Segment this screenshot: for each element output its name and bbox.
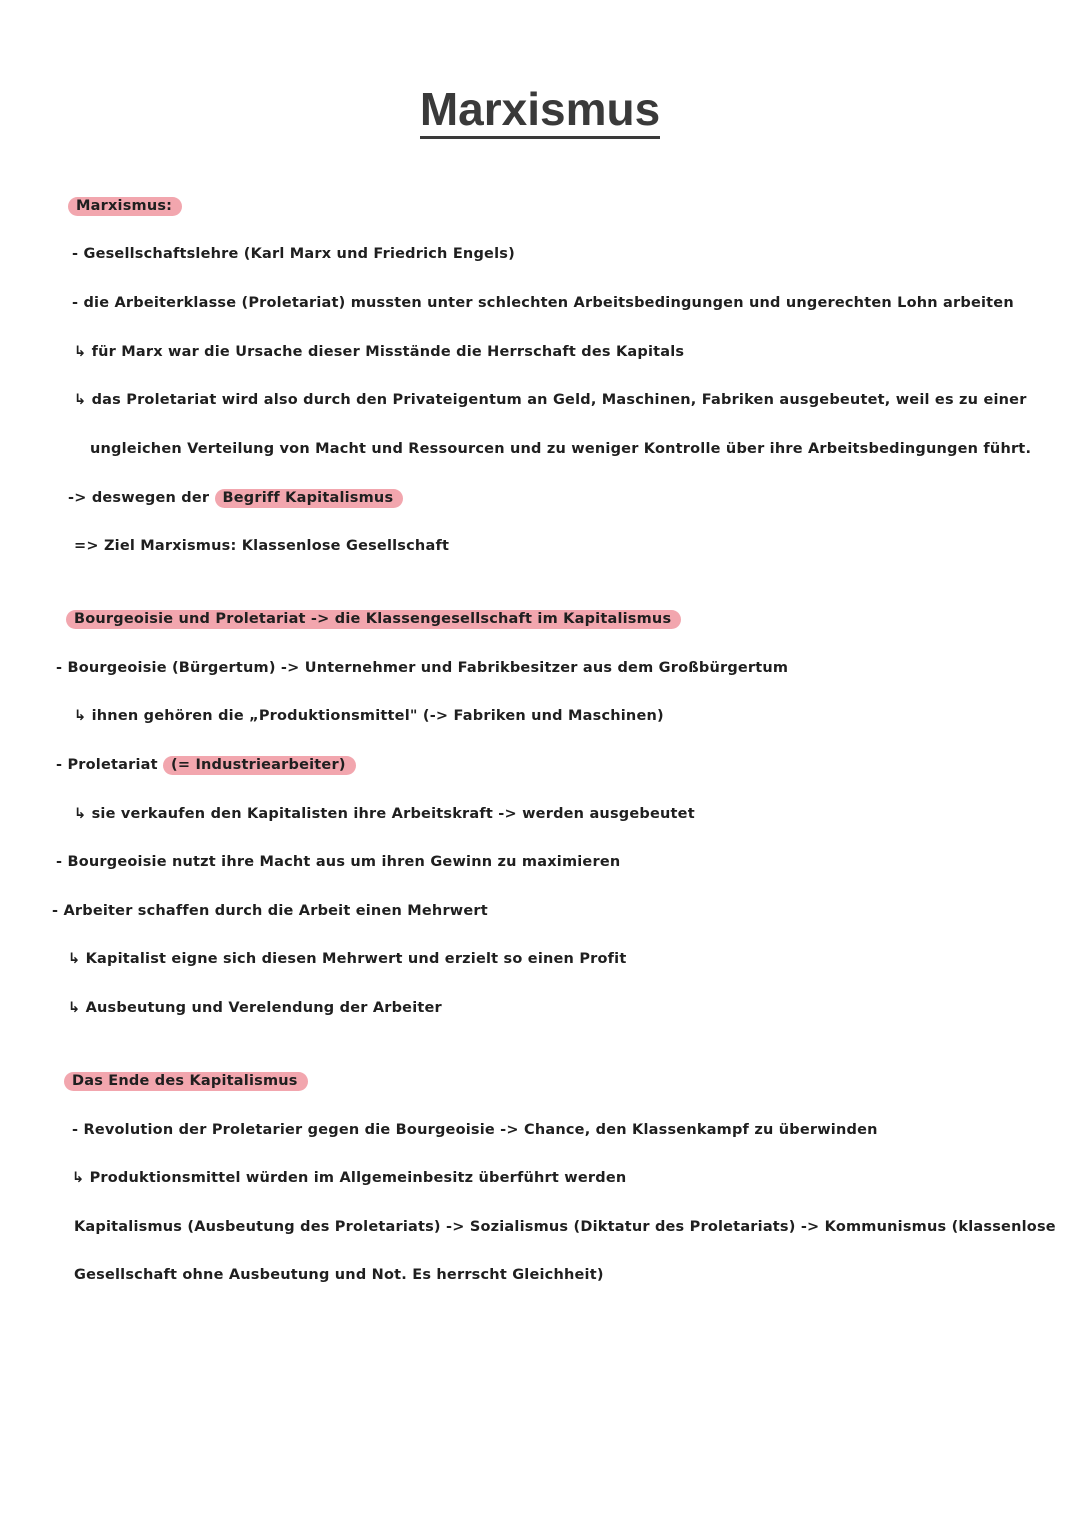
- note-bourgeoisie: - Bourgeoisie (Bürgertum) -> Unternehmer und Fabrikbesitzer aus dem Großbürgertum: [56, 660, 789, 676]
- note-begriff-kapitalismus: -> deswegen der Begriff Kapitalismus: [68, 488, 403, 508]
- note-privateigentum: ↳ das Proletariat wird also durch den Privateigentum an Geld, Maschinen, Fabriken ausgebeutet, weil es zu einer: [74, 392, 1027, 408]
- note-arbeitskraft: ↳ sie verkaufen den Kapitalisten ihre Arbeitskraft -> werden ausgebeutet: [74, 806, 695, 822]
- note-gesellschaftslehre: - Gesellschaftslehre (Karl Marx und Friedrich Engels): [72, 246, 515, 262]
- note-profit: ↳ Kapitalist eigne sich diesen Mehrwert und erzielt so einen Profit: [68, 951, 627, 967]
- note-verteilung: ungleichen Verteilung von Macht und Ressourcen und zu weniger Kontrolle über ihre Arbeitsbedingungen führt.: [90, 441, 1032, 457]
- note-stufen-1: Kapitalismus (Ausbeutung des Proletariats) -> Sozialismus (Diktatur des Proletariats) -> Kommunismus (klassenlose: [74, 1219, 1056, 1235]
- note-verelendung: ↳ Ausbeutung und Verelendung der Arbeiter: [68, 1000, 442, 1016]
- note-allgemeinbesitz: ↳ Produktionsmittel würden im Allgemeinbesitz überführt werden: [72, 1170, 627, 1186]
- note-ursache: ↳ für Marx war die Ursache dieser Misstände die Herrschaft des Kapitals: [74, 344, 685, 360]
- note-ziel: => Ziel Marxismus: Klassenlose Gesellschaft: [74, 538, 450, 554]
- section-heading-marxismus: Marxismus:: [68, 196, 182, 216]
- note-mehrwert: - Arbeiter schaffen durch die Arbeit einen Mehrwert: [52, 903, 488, 919]
- note-arbeiterklasse: - die Arbeiterklasse (Proletariat) mussten unter schlechten Arbeitsbedingungen und ungerechten Lohn arbeiten: [72, 295, 1014, 311]
- section-heading-klassengesellschaft: Bourgeoisie und Proletariat -> die Klassengesellschaft im Kapitalismus: [66, 609, 681, 629]
- note-stufen-2: Gesellschaft ohne Ausbeutung und Not. Es herrscht Gleichheit): [74, 1267, 604, 1283]
- note-revolution: - Revolution der Proletarier gegen die Bourgeoisie -> Chance, den Klassenkampf zu überwinden: [72, 1122, 878, 1138]
- highlight-begriff: Begriff Kapitalismus: [215, 489, 404, 508]
- note-macht: - Bourgeoisie nutzt ihre Macht aus um ihren Gewinn zu maximieren: [56, 854, 621, 870]
- note-proletariat: - Proletariat (= Industriearbeiter): [56, 755, 356, 775]
- page-title: Marxismus: [0, 82, 1080, 136]
- highlight-industriearbeiter: (= Industriearbeiter): [163, 756, 356, 775]
- note-produktionsmittel: ↳ ihnen gehören die „Produktionsmittel" (-> Fabriken und Maschinen): [74, 708, 664, 724]
- section-heading-ende-kapitalismus: Das Ende des Kapitalismus: [64, 1071, 308, 1091]
